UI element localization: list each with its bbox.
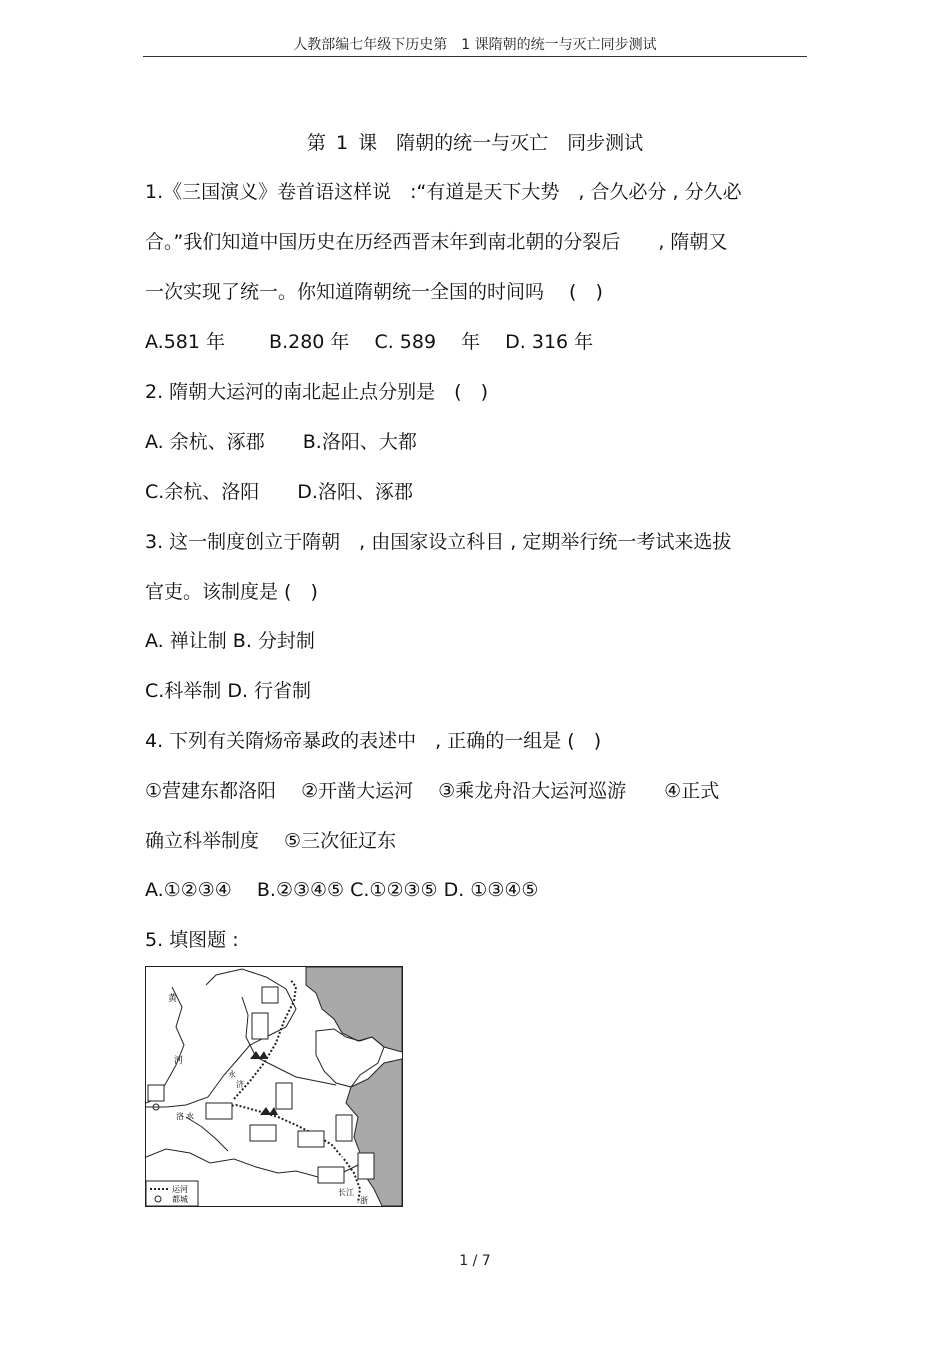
q4-items-1: ①营建东都洛阳 ②开凿大运河 ③乘龙舟沿大运河巡游 ④正式 — [145, 780, 720, 802]
q5-line: 5. 填图题 : — [145, 929, 239, 951]
document-title: 第 1 课 隋朝的统一与灭亡 同步测试 — [306, 132, 644, 154]
label-shui: 水 — [186, 1112, 194, 1121]
q3-options-cd: C.科举制 D. 行省制 — [145, 680, 312, 702]
label-luo: 洛 — [176, 1112, 184, 1121]
page-header: 人教部编七年级下历史第 1 课隋朝的统一与灭亡同步测试 — [293, 37, 657, 53]
boat-icon-2 — [260, 1107, 278, 1115]
q4-options: A.①②③④ B.②③④⑤ C.①②③⑤ D. ①③④⑤ — [145, 879, 539, 901]
boat-icon-1 — [250, 1051, 268, 1059]
q1-line-2: 合。”我们知道中国历史在历经西晋末年到南北朝的分裂后 , 隋朝又 — [145, 231, 728, 253]
q3-options-ab: A. 禅让制 B. 分封制 — [145, 630, 315, 652]
label-huang: 黄 — [168, 994, 178, 1004]
blank-box-9 — [358, 1153, 374, 1179]
blank-box-3 — [148, 1085, 164, 1101]
map-svg — [146, 967, 402, 1206]
blank-box-8 — [336, 1115, 352, 1141]
q1-options: A.581 年 B.280 年 C. 589 年 D. 316 年 — [145, 331, 594, 353]
q4-items-2: 确立科举制度 ⑤三次征辽东 — [145, 830, 397, 852]
q4-line: 4. 下列有关隋炀帝暴政的表述中 , 正确的一组是 ( ) — [145, 730, 602, 752]
blank-box-6 — [250, 1125, 276, 1141]
blank-box-1 — [262, 987, 278, 1003]
label-zhe: 浙 — [360, 1196, 368, 1205]
han-river — [186, 1117, 228, 1151]
blank-box-4 — [276, 1083, 292, 1109]
q1-line-3: 一次实现了统一。你知道隋朝统一全国的时间吗 ( ) — [145, 281, 603, 303]
header-rule — [143, 56, 807, 57]
q3-line-1: 3. 这一制度创立于隋朝 , 由国家设立科目 , 定期举行统一考试来选拔 — [145, 531, 732, 553]
q2-options-cd: C.余杭、洛阳 D.洛阳、涿郡 — [145, 481, 413, 503]
page-number: 1 / 7 — [459, 1253, 491, 1269]
q2-line: 2. 隋朝大运河的南北起止点分别是 ( ) — [145, 381, 488, 403]
legend-capital-label: 都城 — [172, 1195, 188, 1204]
blank-box-7 — [298, 1131, 324, 1147]
east-sea — [346, 1059, 402, 1206]
blank-box-10 — [318, 1167, 344, 1183]
q1-line-1: 1.《三国演义》卷首语这样说 :“有道是天下大势 , 合久必分 , 分久必 — [145, 181, 742, 203]
grand-canal-map — [145, 966, 403, 1207]
q2-options-ab: A. 余杭、涿郡 B.洛阳、大都 — [145, 431, 417, 453]
label-jiang: 江 — [346, 1188, 354, 1197]
blank-box-5 — [206, 1103, 232, 1119]
q3-line-2: 官吏。该制度是 ( ) — [145, 581, 318, 603]
label-yong: 永 — [228, 1070, 236, 1079]
label-he: 河 — [174, 1056, 184, 1066]
blank-box-2 — [252, 1013, 268, 1039]
label-ji: 济 — [236, 1080, 244, 1089]
label-chang: 长 — [338, 1188, 346, 1197]
legend-canal-label: 运河 — [172, 1185, 188, 1194]
